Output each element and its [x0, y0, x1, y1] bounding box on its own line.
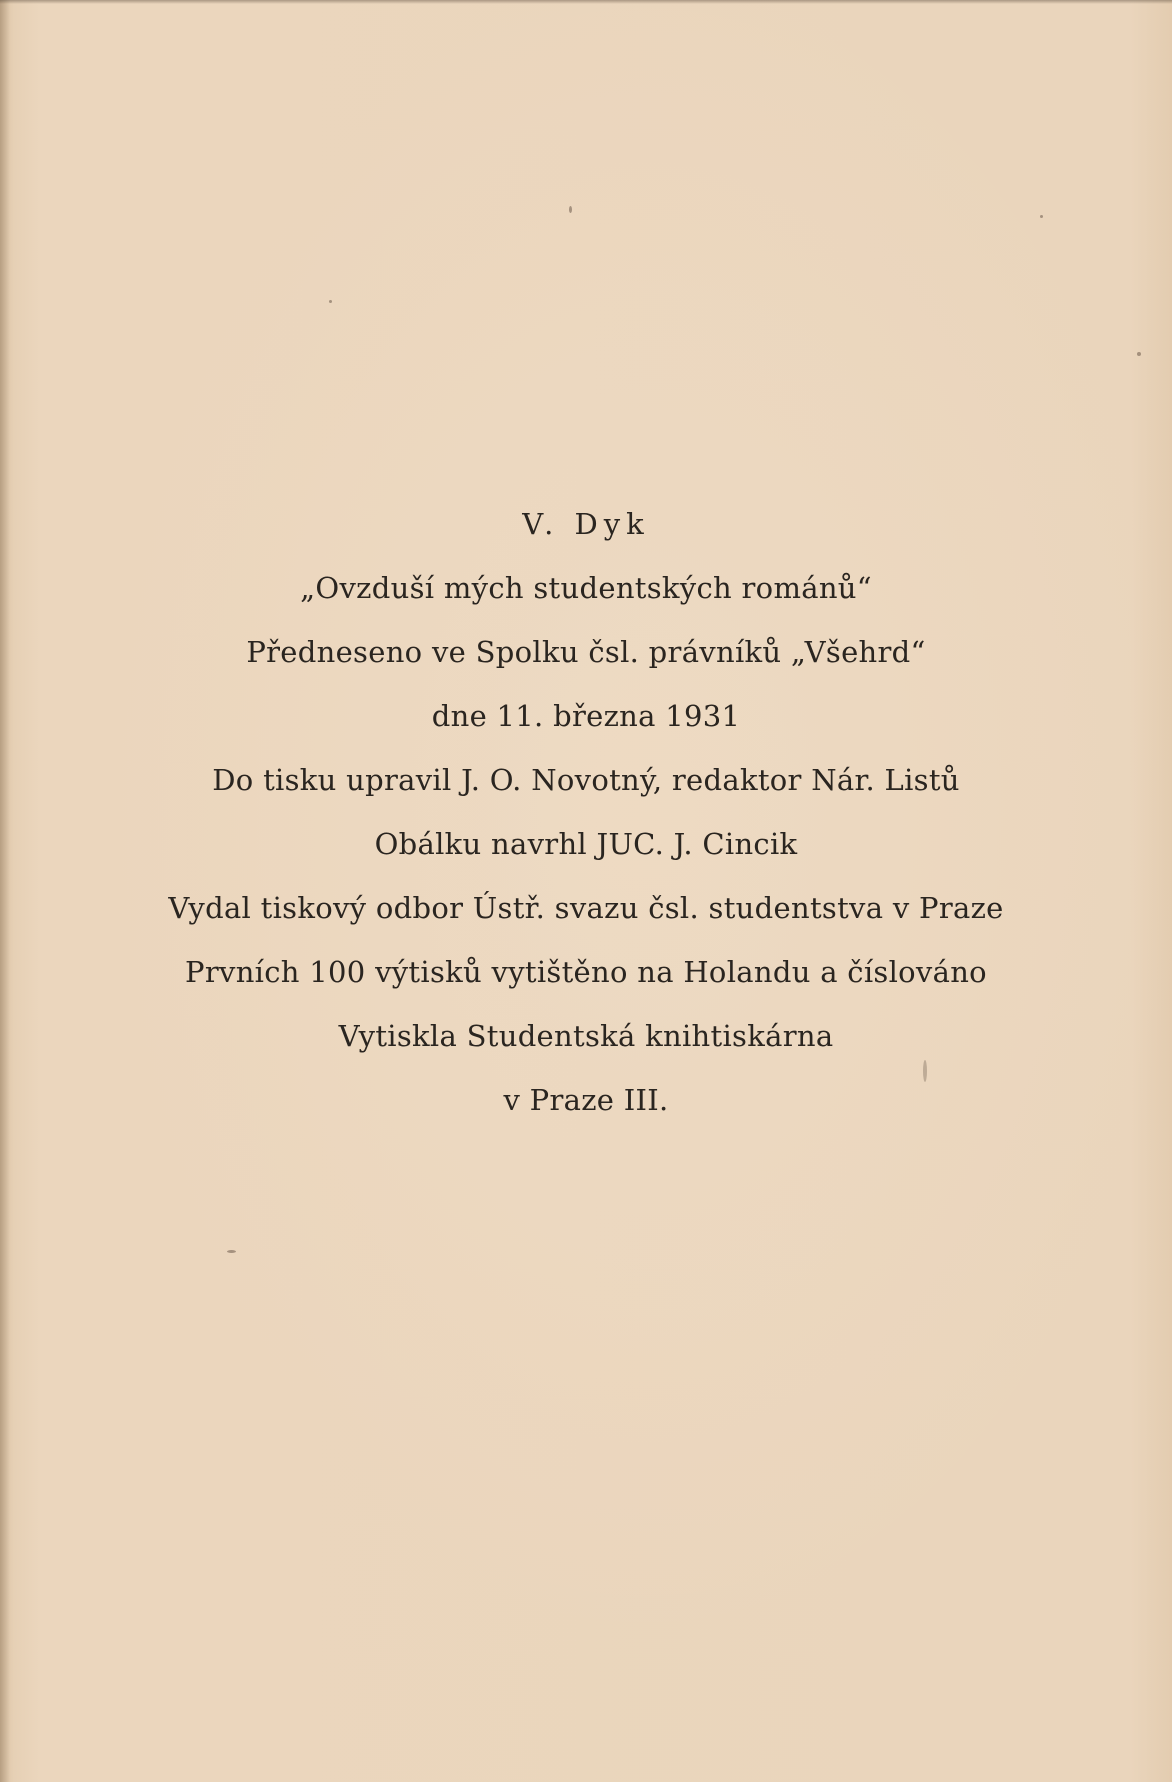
- paper-speck: [227, 1250, 236, 1253]
- paper-speck: [329, 300, 332, 303]
- publisher-line: Vydal tiskový odbor Ústř. svazu čsl. studentstva v Praze: [168, 891, 1004, 925]
- date-line: dne 11. března 1931: [431, 699, 741, 733]
- paper-speck: [1040, 215, 1043, 218]
- city-line: v Praze III.: [503, 1083, 669, 1117]
- delivered-line: Předneseno ve Spolku čsl. právníků „Všehrd“: [246, 635, 926, 669]
- editor-line: Do tisku upravil J. O. Novotný, redaktor Nár. Listů: [212, 763, 960, 797]
- title-line: „Ovzduší mých studentských románů“: [300, 571, 872, 605]
- edition-line: Prvních 100 výtisků vytištěno na Holandu a číslováno: [185, 955, 987, 989]
- paper-speck: [569, 206, 572, 213]
- colophon: [0, 492, 1172, 1132]
- printer-line: Vytiskla Studentská knihtiskárna: [338, 1019, 834, 1053]
- author-line: V. Dyk: [522, 507, 650, 541]
- paper-speck: [1137, 352, 1141, 356]
- cover-line: Obálku navrhl JUC. J. Cincik: [374, 827, 798, 861]
